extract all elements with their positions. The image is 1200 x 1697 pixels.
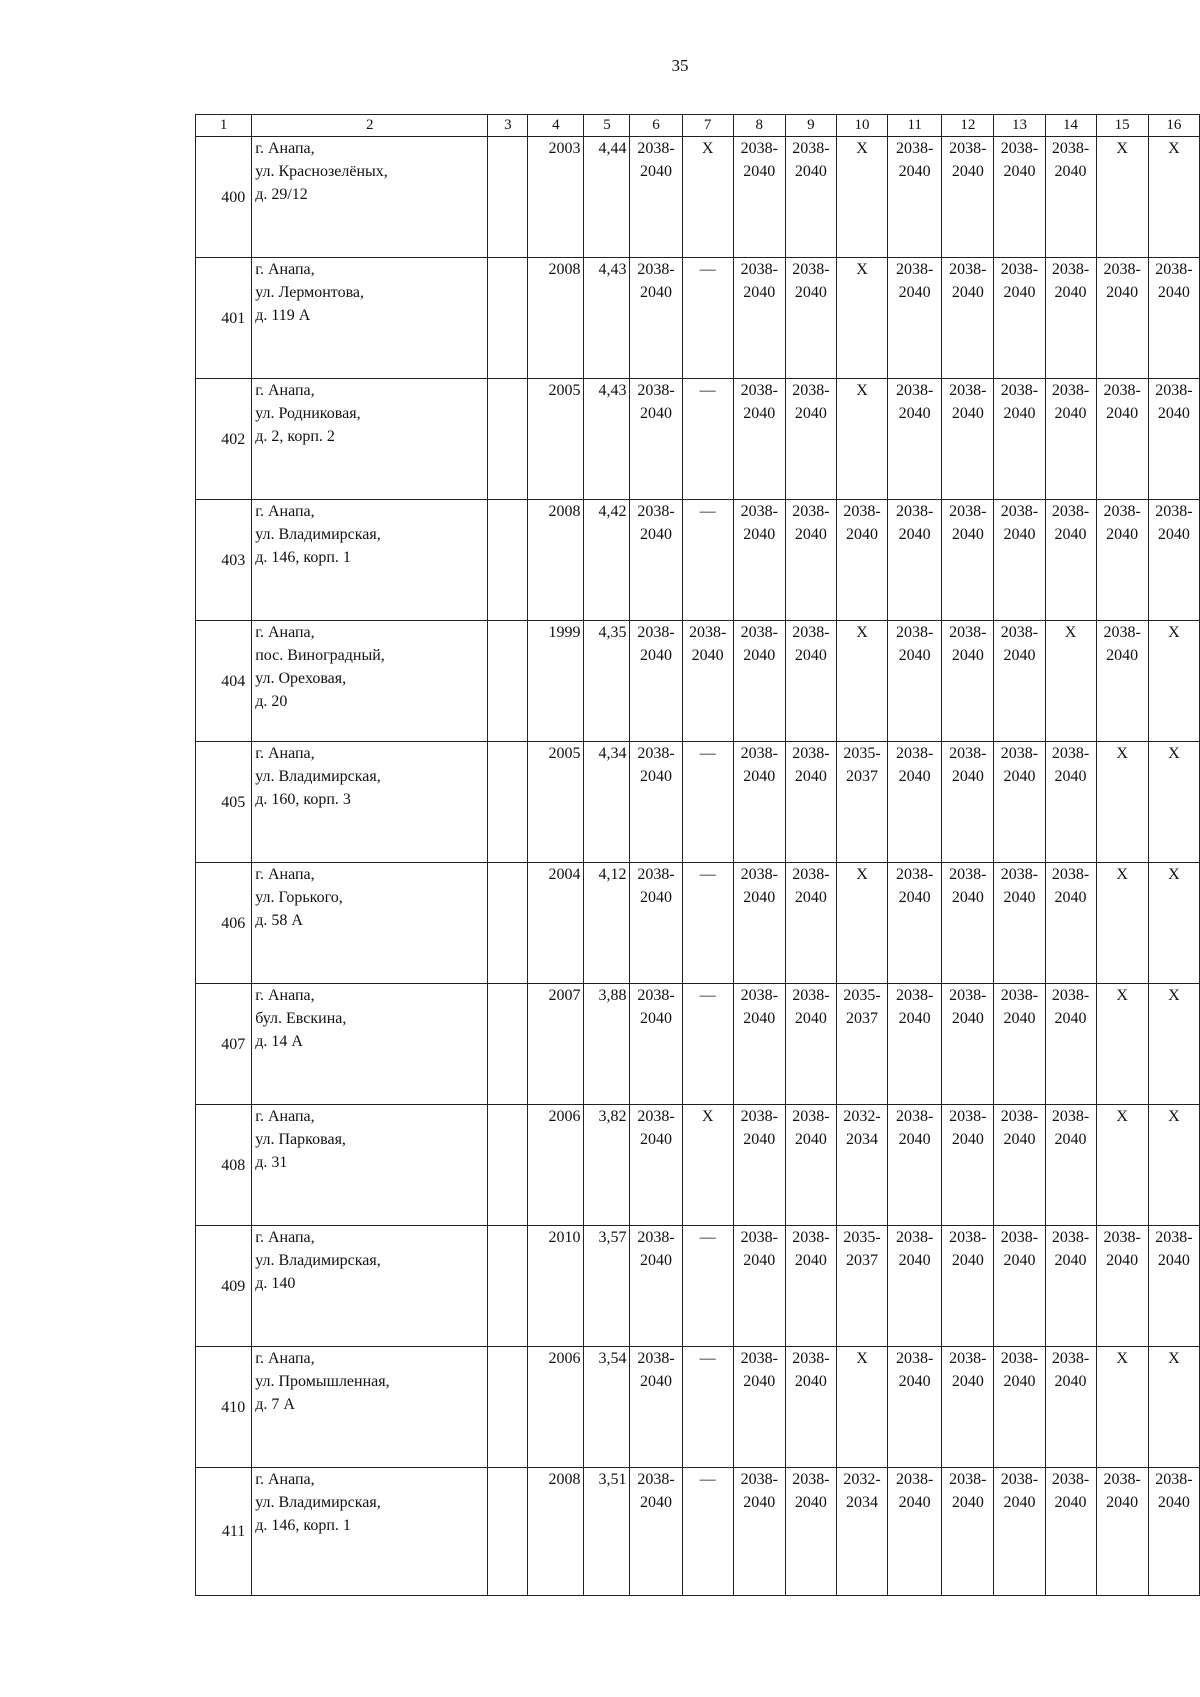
column-header: 3 (488, 115, 528, 137)
housing-repair-schedule-table (195, 114, 1200, 1596)
column-header: 2 (252, 115, 488, 137)
address-cell: г. Анапа, ул. Владимирская, д. 146, корп. 1 (252, 500, 488, 621)
empty-cell (488, 863, 528, 984)
period-cell: Х (1148, 1347, 1199, 1468)
period-cell: 2038- 2040 (733, 137, 785, 258)
period-cell: 2038- 2040 (1045, 742, 1096, 863)
address-cell: г. Анапа, ул. Владимирская, д. 146, корп. 1 (252, 1468, 488, 1596)
table-row (196, 258, 1200, 379)
period-cell: 2038- 2040 (1148, 379, 1199, 500)
period-cell: 2038- 2040 (785, 1347, 836, 1468)
address-cell: г. Анапа, ул. Горького, д. 58 А (252, 863, 488, 984)
column-number-row (196, 115, 1200, 137)
period-cell: Х (836, 137, 887, 258)
year-cell: 2006 (528, 1105, 584, 1226)
column-header: 10 (836, 115, 887, 137)
table-row (196, 1468, 1200, 1596)
period-cell: 2038- 2040 (994, 1468, 1045, 1596)
address-cell: г. Анапа, ул. Краснозелёных, д. 29/12 (252, 137, 488, 258)
address-cell: г. Анапа, бул. Евскина, д. 14 А (252, 984, 488, 1105)
table-row (196, 984, 1200, 1105)
row-number: 406 (196, 863, 252, 984)
column-header: 16 (1148, 115, 1199, 137)
period-cell: 2032- 2034 (836, 1105, 887, 1226)
period-cell: 2038- 2040 (785, 863, 836, 984)
column-header: 12 (942, 115, 994, 137)
period-cell: 2038- 2040 (942, 137, 994, 258)
period-cell: 2038- 2040 (785, 137, 836, 258)
column-header: 4 (528, 115, 584, 137)
period-cell: 2038- 2040 (888, 863, 942, 984)
period-cell: 2038- 2040 (994, 500, 1045, 621)
period-cell: 2038- 2040 (630, 742, 682, 863)
period-cell: 2038- 2040 (785, 1468, 836, 1596)
year-cell: 2005 (528, 742, 584, 863)
period-cell: 2038- 2040 (733, 1226, 785, 1347)
period-cell: 2038- 2040 (942, 621, 994, 742)
period-cell: 2038- 2040 (1096, 258, 1148, 379)
period-cell: 2038- 2040 (888, 1226, 942, 1347)
period-cell: 2038- 2040 (942, 1347, 994, 1468)
period-cell: Х (836, 379, 887, 500)
period-cell: 2038- 2040 (942, 258, 994, 379)
period-cell: 2038- 2040 (994, 1347, 1045, 1468)
column-header: 7 (682, 115, 733, 137)
row-number: 401 (196, 258, 252, 379)
period-cell: 2038- 2040 (733, 258, 785, 379)
period-cell: — (682, 984, 733, 1105)
column-header: 15 (1096, 115, 1148, 137)
period-cell: 2038- 2040 (994, 1226, 1045, 1347)
period-cell: 2038- 2040 (1096, 621, 1148, 742)
empty-cell (488, 137, 528, 258)
period-cell: 2038- 2040 (785, 1226, 836, 1347)
period-cell: 2038- 2040 (942, 379, 994, 500)
table-row (196, 1105, 1200, 1226)
table-row (196, 621, 1200, 742)
address-cell: г. Анапа, ул. Владимирская, д. 140 (252, 1226, 488, 1347)
period-cell: 2038- 2040 (994, 984, 1045, 1105)
period-cell: 2038- 2040 (942, 863, 994, 984)
period-cell: Х (1148, 621, 1199, 742)
period-cell: 2038- 2040 (785, 742, 836, 863)
year-cell: 2010 (528, 1226, 584, 1347)
period-cell: 2038- 2040 (785, 984, 836, 1105)
period-cell: 2038- 2040 (994, 379, 1045, 500)
table-body (196, 137, 1200, 1596)
period-cell: Х (836, 1347, 887, 1468)
year-cell: 2005 (528, 379, 584, 500)
empty-cell (488, 621, 528, 742)
period-cell: 2038- 2040 (630, 137, 682, 258)
row-number: 411 (196, 1468, 252, 1596)
period-cell: 2038- 2040 (994, 621, 1045, 742)
table-row (196, 742, 1200, 863)
period-cell: 2038- 2040 (630, 984, 682, 1105)
period-cell: 2038- 2040 (888, 1468, 942, 1596)
period-cell: Х (1096, 742, 1148, 863)
value-cell: 4,35 (584, 621, 630, 742)
empty-cell (488, 379, 528, 500)
empty-cell (488, 984, 528, 1105)
period-cell: 2038- 2040 (1045, 500, 1096, 621)
row-number: 404 (196, 621, 252, 742)
empty-cell (488, 258, 528, 379)
period-cell: 2038- 2040 (1045, 1105, 1096, 1226)
period-cell: Х (836, 258, 887, 379)
year-cell: 1999 (528, 621, 584, 742)
period-cell: Х (836, 621, 887, 742)
period-cell: 2038- 2040 (785, 500, 836, 621)
period-cell: — (682, 1468, 733, 1596)
period-cell: Х (1148, 984, 1199, 1105)
period-cell: 2038- 2040 (888, 137, 942, 258)
period-cell: 2038- 2040 (888, 379, 942, 500)
empty-cell (488, 1468, 528, 1596)
period-cell: 2038- 2040 (1148, 500, 1199, 621)
period-cell: 2038- 2040 (888, 621, 942, 742)
empty-cell (488, 1347, 528, 1468)
row-number: 403 (196, 500, 252, 621)
period-cell: 2038- 2040 (630, 621, 682, 742)
period-cell: Х (1045, 621, 1096, 742)
table-row (196, 1347, 1200, 1468)
period-cell: 2038- 2040 (994, 863, 1045, 984)
period-cell: 2038- 2040 (836, 500, 887, 621)
period-cell: 2038- 2040 (733, 742, 785, 863)
period-cell: 2038- 2040 (1148, 258, 1199, 379)
period-cell: 2038- 2040 (1148, 1468, 1199, 1596)
period-cell: 2038- 2040 (1148, 1226, 1199, 1347)
period-cell: — (682, 863, 733, 984)
address-cell: г. Анапа, пос. Виноградный, ул. Ореховая, д. 20 (252, 621, 488, 742)
period-cell: 2038- 2040 (733, 984, 785, 1105)
year-cell: 2007 (528, 984, 584, 1105)
period-cell: 2038- 2040 (733, 621, 785, 742)
period-cell: 2038- 2040 (630, 863, 682, 984)
period-cell: 2035- 2037 (836, 984, 887, 1105)
period-cell: 2038- 2040 (1045, 379, 1096, 500)
period-cell: 2038- 2040 (888, 984, 942, 1105)
period-cell: Х (1096, 1105, 1148, 1226)
period-cell: 2038- 2040 (630, 500, 682, 621)
period-cell: 2038- 2040 (785, 379, 836, 500)
row-number: 408 (196, 1105, 252, 1226)
period-cell: 2038- 2040 (888, 742, 942, 863)
column-header: 6 (630, 115, 682, 137)
value-cell: 4,42 (584, 500, 630, 621)
value-cell: 3,54 (584, 1347, 630, 1468)
period-cell: 2038- 2040 (888, 500, 942, 621)
row-number: 410 (196, 1347, 252, 1468)
period-cell: 2038- 2040 (630, 258, 682, 379)
period-cell: 2038- 2040 (888, 1347, 942, 1468)
period-cell: Х (1148, 137, 1199, 258)
period-cell: Х (1148, 742, 1199, 863)
period-cell: — (682, 1226, 733, 1347)
period-cell: — (682, 258, 733, 379)
table-row (196, 1226, 1200, 1347)
column-header: 14 (1045, 115, 1096, 137)
address-cell: г. Анапа, ул. Владимирская, д. 160, корп. 3 (252, 742, 488, 863)
period-cell: 2038- 2040 (1045, 1347, 1096, 1468)
period-cell: 2038- 2040 (942, 1468, 994, 1596)
period-cell: 2038- 2040 (994, 258, 1045, 379)
period-cell: 2038- 2040 (942, 984, 994, 1105)
year-cell: 2006 (528, 1347, 584, 1468)
value-cell: 4,43 (584, 258, 630, 379)
period-cell: 2038- 2040 (942, 742, 994, 863)
period-cell: 2038- 2040 (733, 500, 785, 621)
year-cell: 2008 (528, 258, 584, 379)
period-cell: 2038- 2040 (733, 1105, 785, 1226)
period-cell: Х (1096, 137, 1148, 258)
period-cell: 2038- 2040 (630, 1105, 682, 1226)
period-cell: Х (682, 137, 733, 258)
value-cell: 4,34 (584, 742, 630, 863)
period-cell: 2035- 2037 (836, 1226, 887, 1347)
period-cell: — (682, 500, 733, 621)
address-cell: г. Анапа, ул. Промышленная, д. 7 А (252, 1347, 488, 1468)
period-cell: 2038- 2040 (733, 379, 785, 500)
period-cell: Х (1148, 863, 1199, 984)
period-cell: — (682, 1347, 733, 1468)
period-cell: 2038- 2040 (1045, 1468, 1096, 1596)
page-number: 35 (671, 56, 689, 75)
table-row (196, 379, 1200, 500)
period-cell: Х (1096, 984, 1148, 1105)
period-cell: 2035- 2037 (836, 742, 887, 863)
year-cell: 2003 (528, 137, 584, 258)
period-cell: — (682, 742, 733, 863)
value-cell: 3,51 (584, 1468, 630, 1596)
period-cell: 2038- 2040 (942, 1105, 994, 1226)
row-number: 400 (196, 137, 252, 258)
column-header: 9 (785, 115, 836, 137)
address-cell: г. Анапа, ул. Родниковая, д. 2, корп. 2 (252, 379, 488, 500)
period-cell: 2038- 2040 (994, 137, 1045, 258)
empty-cell (488, 742, 528, 863)
period-cell: 2038- 2040 (942, 500, 994, 621)
period-cell: 2038- 2040 (1096, 500, 1148, 621)
value-cell: 3,88 (584, 984, 630, 1105)
period-cell: 2032- 2034 (836, 1468, 887, 1596)
period-cell: 2038- 2040 (1045, 984, 1096, 1105)
period-cell: 2038- 2040 (1045, 1226, 1096, 1347)
empty-cell (488, 1226, 528, 1347)
value-cell: 4,43 (584, 379, 630, 500)
column-header: 1 (196, 115, 252, 137)
period-cell: 2038- 2040 (1096, 1468, 1148, 1596)
year-cell: 2008 (528, 1468, 584, 1596)
value-cell: 3,57 (584, 1226, 630, 1347)
period-cell: 2038- 2040 (630, 1226, 682, 1347)
column-header: 11 (888, 115, 942, 137)
period-cell: 2038- 2040 (1096, 379, 1148, 500)
empty-cell (488, 1105, 528, 1226)
row-number: 407 (196, 984, 252, 1105)
year-cell: 2008 (528, 500, 584, 621)
row-number: 402 (196, 379, 252, 500)
period-cell: 2038- 2040 (733, 863, 785, 984)
period-cell: 2038- 2040 (682, 621, 733, 742)
value-cell: 3,82 (584, 1105, 630, 1226)
table-row (196, 137, 1200, 258)
period-cell: 2038- 2040 (1045, 258, 1096, 379)
period-cell: 2038- 2040 (733, 1468, 785, 1596)
address-cell: г. Анапа, ул. Парковая, д. 31 (252, 1105, 488, 1226)
period-cell: Х (1148, 1105, 1199, 1226)
period-cell: 2038- 2040 (888, 258, 942, 379)
period-cell: 2038- 2040 (888, 1105, 942, 1226)
address-cell: г. Анапа, ул. Лермонтова, д. 119 А (252, 258, 488, 379)
row-number: 405 (196, 742, 252, 863)
period-cell: 2038- 2040 (994, 1105, 1045, 1226)
period-cell: 2038- 2040 (630, 379, 682, 500)
period-cell: Х (836, 863, 887, 984)
empty-cell (488, 500, 528, 621)
period-cell: 2038- 2040 (1096, 1226, 1148, 1347)
period-cell: 2038- 2040 (994, 742, 1045, 863)
column-header: 8 (733, 115, 785, 137)
column-header: 5 (584, 115, 630, 137)
table-row (196, 863, 1200, 984)
column-header: 13 (994, 115, 1045, 137)
period-cell: Х (1096, 1347, 1148, 1468)
value-cell: 4,12 (584, 863, 630, 984)
period-cell: 2038- 2040 (1045, 137, 1096, 258)
period-cell: 2038- 2040 (785, 258, 836, 379)
period-cell: 2038- 2040 (785, 621, 836, 742)
period-cell: Х (1096, 863, 1148, 984)
period-cell: Х (682, 1105, 733, 1226)
period-cell: 2038- 2040 (1045, 863, 1096, 984)
period-cell: 2038- 2040 (733, 1347, 785, 1468)
period-cell: — (682, 379, 733, 500)
period-cell: 2038- 2040 (630, 1468, 682, 1596)
table-row (196, 500, 1200, 621)
value-cell: 4,44 (584, 137, 630, 258)
row-number: 409 (196, 1226, 252, 1347)
period-cell: 2038- 2040 (942, 1226, 994, 1347)
period-cell: 2038- 2040 (630, 1347, 682, 1468)
period-cell: 2038- 2040 (785, 1105, 836, 1226)
year-cell: 2004 (528, 863, 584, 984)
